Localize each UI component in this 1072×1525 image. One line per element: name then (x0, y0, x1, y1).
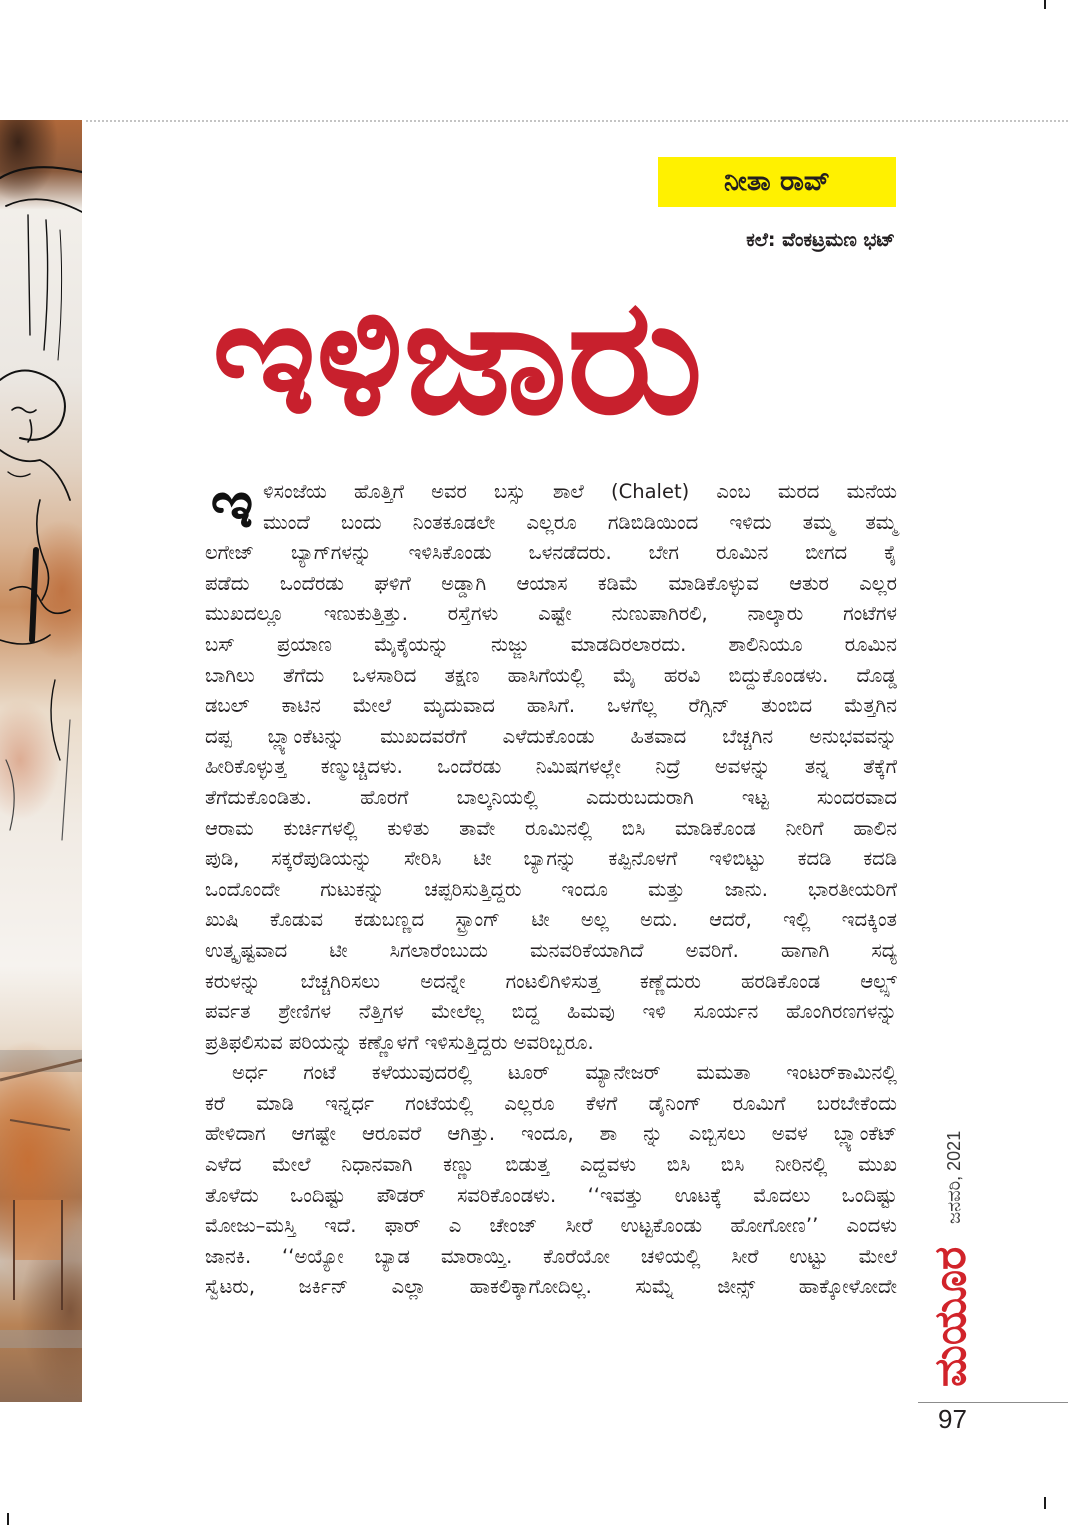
body-line: ಒಂದೊಂದೇ ಗುಟುಕನ್ನು ಚಪ್ಪರಿಸುತ್ತಿದ್ದರು ಇಂದೂ ಮತ್ತು ಜಾನು. ಭಾರತೀಯರಿಗೆ (205, 877, 897, 901)
magazine-logo: ಮಯೂರ (925, 1246, 976, 1388)
body-line: ಹೇಳಿದಾಗ ಆಗಷ್ಟೇ ಆರೂವರೆ ಆಗಿತ್ತು. ಇಂದೂ, ಶಾ ನ್ನು ಎಬ್ಬಿಸಲು ಅವಳ ಬ್ಲ್ಯಾಂಕೆಟ್ (205, 1122, 897, 1146)
drop-cap: ಇ (210, 466, 254, 543)
body-line: ಪ್ರತಿಫಲಿಸುವ ಪರಿಯನ್ನು ಕಣ್ಣೊಳಗೆ ಇಳಿಸುತ್ತಿದ್ದರು ಅವರಿಬ್ಬರೂ. (205, 1030, 594, 1054)
body-line: ಖುಷಿ ಕೊಡುವ ಕಡುಬಣ್ಣದ ಸ್ಟ್ರಾಂಗ್ ಟೀ ಅಲ್ಲ ಅದು. ಆದರೆ, ಇಲ್ಲಿ ಇದಕ್ಕಿಂತ (205, 908, 897, 932)
body-line: ಡಬಲ್ ಕಾಟಿನ ಮೇಲೆ ಮೃದುವಾದ ಹಾಸಿಗೆ. ಒಳಗೆಲ್ಲ ರೆಗ್ಸಿನ್ ತುಂಬಿದ ಮೆತ್ತಗಿನ (205, 694, 897, 718)
paragraph (205, 1058, 897, 1303)
illustration-sketch (0, 120, 82, 1402)
body-line: ಕರೆ ಮಾಡಿ ಇನ್ನರ್ಧ ಗಂಟೆಯಲ್ಲಿ ಎಲ್ಲರೂ ಕೆಳಗೆ ಡೈನಿಂಗ್ ರೂಮಿಗೆ ಬರಬೇಕೆಂದು (205, 1091, 897, 1115)
body-line: ಬಸ್ ಪ್ರಯಾಣ ಮೈಕೈಯನ್ನು ನುಜ್ಜು ಮಾಡದಿರಲಾರದು. ಶಾಲಿನಿಯೂ ರೂಮಿನ (205, 632, 897, 656)
body-line: ಎಳೆದ ಮೇಲೆ ನಿಧಾನವಾಗಿ ಕಣ್ಣು ಬಿಡುತ್ತ ಎದ್ದವಳು ಬಿಸಿ ಬಿಸಿ ನೀರಿನಲ್ಲಿ ಮುಖ (205, 1153, 897, 1177)
body-line: ಮೋಜು–ಮಸ್ತಿ ಇದೆ. ಫಾರ್ ಎ ಚೇಂಜ್ ಸೀರೆ ಉಟ್ಟಕೊಂಡು ಹೋಗೋಣ’’ ಎಂದಳು (205, 1214, 897, 1238)
illustration-strip (0, 120, 82, 1402)
body-line: ಪಡೆದು ಒಂದೆರಡು ಘಳಿಗೆ ಅಡ್ಡಾಗಿ ಆಯಾಸ ಕಡಿಮೆ ಮಾಡಿಕೊಳ್ಳುವ ಆತುರ ಎಲ್ಲರ (205, 571, 897, 595)
body-line: ತೆಗೆದುಕೊಂಡಿತು. ಹೊರಗೆ ಬಾಲ್ಕನಿಯಲ್ಲಿ ಎದುರುಬದುರಾಗಿ ಇಟ್ಟ ಸುಂದರವಾದ (205, 785, 897, 809)
furniture-sketch (0, 1050, 82, 1348)
crop-mark-bottom-right (1044, 1497, 1046, 1509)
body-line: ಬಾಗಿಲು ತೆಗೆದು ಒಳಸಾರಿದ ತಕ್ಷಣ ಹಾಸಿಗೆಯಲ್ಲಿ ಮೈ ಹರವಿ ಬಿದ್ದುಕೊಂಡಳು. ದೊಡ್ಡ (205, 663, 897, 687)
crop-mark-top-right (1044, 0, 1046, 9)
lamp-sketch (0, 167, 82, 360)
art-credit: ಕಲೆ: ವೆಂಕಟ್ರಮಣ ಭಟ್ (746, 229, 895, 251)
body-line: ಪುಡಿ, ಸಕ್ಕರೆಪುಡಿಯನ್ನು ಸೇರಿಸಿ ಟೀ ಬ್ಯಾಗನ್ನು ಕಪ್ಪಿನೊಳಗೆ ಇಳಿಬಿಟ್ಟು ಕದಡಿ ಕದಡಿ (205, 847, 897, 871)
figure-sketch (0, 550, 70, 840)
body-line: ಳಿಸಂಜೆಯ ಹೊತ್ತಿಗೆ ಅವರ ಬಸ್ಸು ಶಾಲೆ (Chalet) ಎಂಬ ಮರದ ಮನೆಯ (263, 480, 897, 503)
body-line: ದಪ್ಪ ಬ್ಲ್ಯಾಂಕೆಟನ್ನು ಮುಖದವರೆಗೆ ಎಳೆದುಕೊಂಡು ಹಿತವಾದ ಬೆಚ್ಚಗಿನ ಅನುಭವವನ್ನು (205, 724, 897, 748)
body-line: ಆರಾಮ ಕುರ್ಚಿಗಳಲ್ಲಿ ಕುಳಿತು ತಾವೇ ರೂಮಿನಲ್ಲಿ ಬಿಸಿ ಮಾಡಿಕೊಂಡ ನೀರಿಗೆ ಹಾಲಿನ (205, 816, 897, 840)
body-line: ಪರ್ವತ ಶ್ರೇಣಿಗಳ ನೆತ್ತಿಗಳ ಮೇಲೆಲ್ಲ ಬಿದ್ದ ಹಿಮವು ಇಳಿ ಸೂರ್ಯನ ಹೊಂಗಿರಣಗಳನ್ನು (205, 1000, 897, 1024)
crop-mark-bottom-left (7, 1513, 9, 1525)
body-line: ಜಾನಕಿ. ‘‘ಅಯ್ಯೋ ಬ್ಯಾಡ ಮಾರಾಯ್ತಿ. ಕೊರೆಯೋ ಚಳಿಯಲ್ಲಿ ಸೀರೆ ಉಟ್ಟು ಮೇಲೆ (205, 1244, 897, 1268)
body-line: ಹೀರಿಕೊಳ್ಳುತ್ತ ಕಣ್ಮುಚ್ಚಿದಳು. ಒಂದೆರಡು ನಿಮಿಷಗಳಲ್ಲೇ ನಿದ್ರೆ ಅವಳನ್ನು ತನ್ನ ತೆಕ್ಕೆಗೆ (205, 755, 897, 779)
author-name: ನೀತಾ ರಾವ್ (724, 166, 830, 197)
issue-date: ಜನವರಿ, 2021 (944, 1130, 964, 1224)
body-line: ಲಗೇಜ್ ಬ್ಯಾಗ್‌ಗಳನ್ನು ಇಳಿಸಿಕೊಂಡು ಒಳನಡೆದರು. ಬೇಗ ರೂಮಿನ ಬೀಗದ ಕೈ (205, 541, 897, 565)
article-body (205, 466, 897, 1303)
body-line: ಉತ್ಕೃಷ್ಟವಾದ ಟೀ ಸಿಗಲಾರೆಂಬುದು ಮನವರಿಕೆಯಾಗಿದೆ ಅವರಿಗೆ. ಹಾಗಾಗಿ ಸದ್ಯ (205, 938, 897, 962)
body-line: ಅರ್ಧ ಗಂಟೆ ಕಳೆಯುವುದರಲ್ಲಿ ಟೂರ್ ಮ್ಯಾನೇಜರ್ ಮಮತಾ ಇಂಟರ್‌ಕಾಮಿನಲ್ಲಿ (232, 1061, 897, 1085)
body-line: ತೊಳೆದು ಒಂದಿಷ್ಟು ಪೌಡರ್ ಸವರಿಕೊಂಡಳು. ‘‘ಇವತ್ತು ಊಟಕ್ಕೆ ಮೊದಲು ಒಂದಿಷ್ಟು (205, 1183, 897, 1207)
body-line: ಮುಂದೆ ಬಂದು ನಿಂತಕೂಡಲೇ ಎಲ್ಲರೂ ಗಡಿಬಿಡಿಯಿಂದ ಇಳಿದು ತಮ್ಮ ತಮ್ಮ (263, 510, 897, 534)
body-line: ಮುಖದಲ್ಲೂ ಇಣುಕುತ್ತಿತ್ತು. ರಸ್ತೆಗಳು ಎಷ್ಟೇ ನುಣುಪಾಗಿರಲಿ, ನಾಲ್ಕಾರು ಗಂಟೆಗಳ (205, 602, 897, 626)
body-line: ಸ್ವೆಟರು, ಜರ್ಕಿನ್ ಎಲ್ಲಾ ಹಾಕಲಿಕ್ಕಾಗೋದಿಲ್ಲ. ಸುಮ್ನೆ ಜೀನ್ಸ್ ಹಾಕ್ಕೋಳೋದೇ (205, 1275, 897, 1299)
paragraph (205, 477, 897, 1058)
author-name-box (658, 157, 896, 207)
article-title: ಇಳಿಜಾರು (212, 263, 703, 450)
body-line: ಕರುಳನ್ನು ಬೆಚ್ಚಗಿರಿಸಲು ಅದನ್ನೇ ಗಂಟಲಿಗಿಳಿಸುತ್ತ ಕಣ್ಣೆದುರು ಹರಡಿಕೊಂಡ ಆಲ್ಪ್ಸ್ (205, 969, 897, 993)
page-number: 97 (938, 1404, 967, 1434)
dotted-header-rule (86, 120, 1068, 122)
